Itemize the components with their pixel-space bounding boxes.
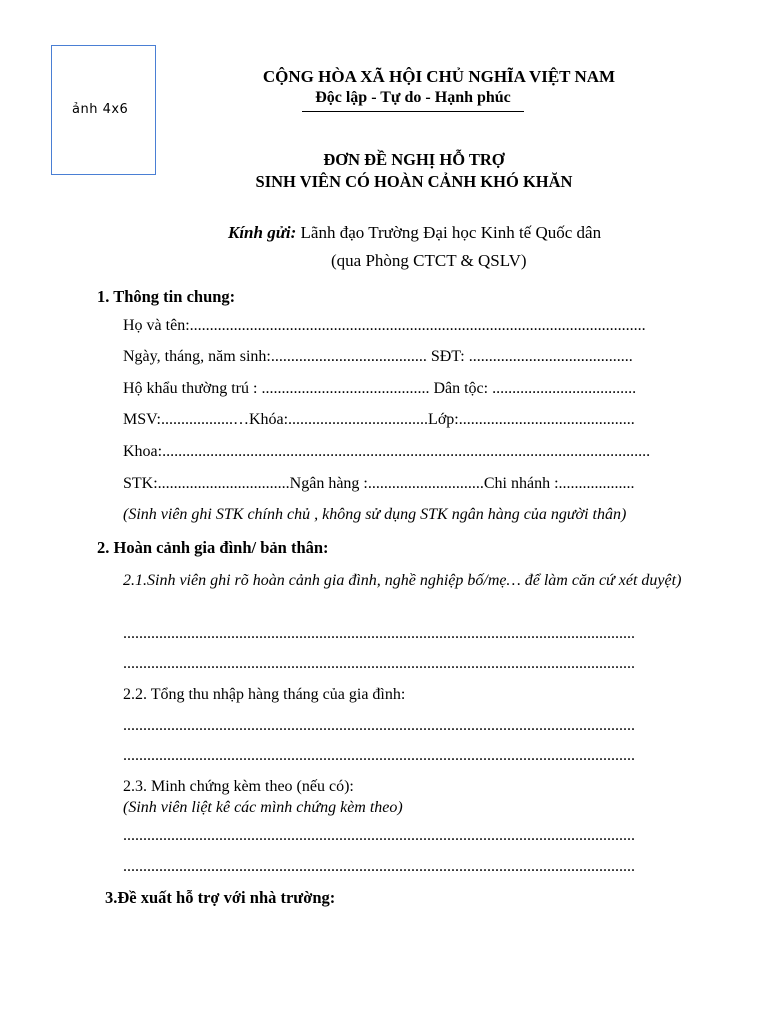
section2-item2: 2.2. Tổng thu nhập hàng tháng của gia đình: [123,686,406,703]
section1-heading: 1. Thông tin chung: [97,287,236,306]
dotted-line: ................................................................................................................................ [123,717,635,734]
photo-label: ảnh 4x6 [72,102,129,117]
dob-phone-field: Ngày, tháng, năm sinh:....................................... SĐT: ......................................... [123,348,633,365]
recipient-name: Lãnh đạo Trường Đại học Kinh tế Quốc dân [296,223,602,242]
form-title-line2: SINH VIÊN CÓ HOÀN CẢNH KHÓ KHĂN [255,172,573,191]
section2-item3: 2.3. Minh chứng kèm theo (nếu có): [123,778,354,795]
msv-course-class-field: MSV:..................…Khóa:...................................Lớp:............................................ [123,411,635,428]
dotted-line: ................................................................................................................................ [123,655,635,672]
motto-underline [302,111,524,112]
faculty-field: Khoa:.......................................................................................................................... [123,443,651,460]
name-field: Họ và tên:.................................................................................................................. [123,317,646,334]
section3-heading: 3.Đề xuất hỗ trợ với nhà trường: [105,888,336,907]
recipient-prefix: Kính gửi: [228,223,297,242]
section2-item1: 2.1.Sinh viên ghi rõ hoàn cảnh gia đình, nghề nghiệp bố/mẹ… để làm căn cứ xét duyệt) [123,572,682,589]
motto-container [302,89,524,109]
bank-account-field: STK:.................................Ngân hàng :.............................Chi nhánh :................... [123,475,635,492]
section2-heading: 2. Hoàn cảnh gia đình/ bản thân: [97,538,329,557]
form-title-line1: ĐƠN ĐỀ NGHỊ HỖ TRỢ [323,150,505,169]
residence-ethnic-field: Hộ khẩu thường trú : .......................................... Dân tộc: .................................... [123,380,637,397]
bank-note: (Sinh viên ghi STK chính chủ , không sử dụng STK ngân hàng của người thân) [123,506,627,523]
dotted-line: ................................................................................................................................ [123,858,635,875]
dotted-line: ................................................................................................................................ [123,747,635,764]
nation-heading: CỘNG HÒA XÃ HỘI CHỦ NGHĨA VIỆT NAM [262,67,616,86]
recipient-line [228,223,601,243]
motto: Độc lập - Tự do - Hạnh phúc [315,89,511,106]
dotted-line: ................................................................................................................................ [123,625,635,642]
dotted-line: ................................................................................................................................ [123,827,635,844]
recipient-via: (qua Phòng CTCT & QSLV) [331,251,527,270]
section2-item3-note: (Sinh viên liệt kê các mình chứng kèm theo) [123,799,403,816]
